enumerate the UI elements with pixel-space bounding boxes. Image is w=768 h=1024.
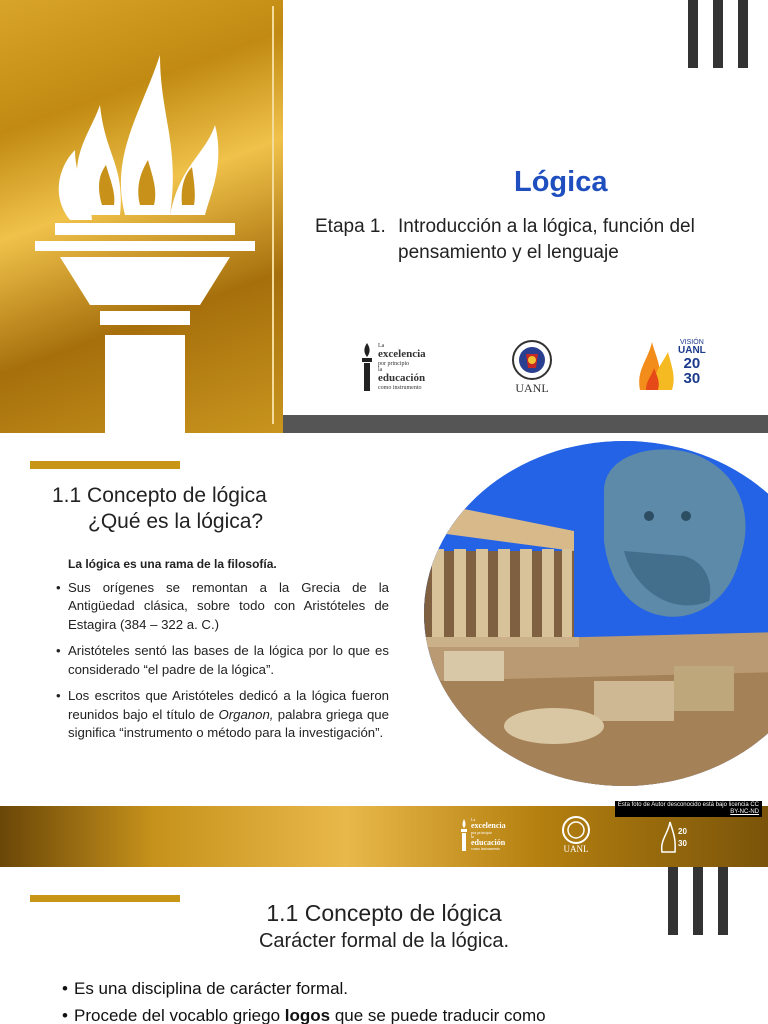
logo-line: la <box>378 367 383 374</box>
bullet-list <box>62 975 546 1024</box>
slide-title: Lógica <box>514 166 608 198</box>
gold-torch-panel <box>0 0 283 433</box>
slide-heading: 1.1 Concepto de lógica <box>266 900 502 926</box>
stage-label: Etapa 1. <box>315 216 386 237</box>
bullet-text: Los escritos que Aristóteles dedicó a la lógica fueron reunidos bajo el título de <box>68 688 389 722</box>
excelencia-logo <box>360 343 426 391</box>
stage-text: Introducción a la lógica, función del pensamiento y el lenguaje <box>398 216 695 263</box>
gold-accent-bar <box>30 461 180 469</box>
photo-illustration <box>424 441 768 786</box>
slide-heading <box>52 483 267 536</box>
vision-year-top: 20 <box>683 354 701 372</box>
vision-label: VISIÓN <box>680 338 704 346</box>
bullet-text: Procede del vocablo griego <box>74 1006 285 1024</box>
flame-icon <box>660 818 700 854</box>
footer-uanl-logo <box>562 816 590 854</box>
svg-text:20: 20 <box>678 827 687 836</box>
decor-stripe <box>688 0 698 68</box>
concept-slide <box>0 433 768 867</box>
bullet-item: • Sus orígenes se remontan a la Grecia de la Antigüedad clásica, sobre todo con Aristóteles de Estagira (384 – 322 a. C.) <box>56 579 389 634</box>
footer-vision-logo <box>660 818 700 854</box>
logos-term: logos <box>284 1006 331 1024</box>
uanl-text: UANL <box>515 381 549 395</box>
svg-text:30: 30 <box>678 839 687 848</box>
uanl-logo <box>512 340 552 395</box>
logo-line: educación <box>378 372 426 385</box>
heading-question: ¿Qué es la lógica? <box>88 510 264 534</box>
vision-text <box>678 339 706 386</box>
formal-character-slide <box>0 867 768 1024</box>
slide-subheading: Carácter formal de la lógica. <box>258 930 510 952</box>
logo-line: excelencia <box>471 821 506 831</box>
footer-bar <box>283 415 768 433</box>
logo-line: La <box>378 343 385 349</box>
uanl-seal-icon <box>562 816 590 844</box>
flame-icon <box>638 334 676 390</box>
heading-line: 1.1 Concepto de lógica <box>52 484 267 507</box>
title-slide <box>0 0 768 433</box>
organon-term: Organon, <box>218 706 274 722</box>
small-torch-icon <box>360 343 374 391</box>
logo-line: excelencia <box>378 348 426 361</box>
vision-2030-logo <box>638 334 706 390</box>
parthenon-aristotle-image <box>424 441 768 786</box>
logo-line: La <box>471 817 476 822</box>
photo-credit[interactable] <box>615 801 762 817</box>
decor-stripe <box>738 0 748 68</box>
uanl-seal-icon <box>512 340 552 380</box>
decor-stripe <box>713 0 723 68</box>
logo-line: la <box>471 833 474 839</box>
vision-year-bottom: 30 <box>683 369 701 387</box>
bullet-text: que se puede traducir como <box>330 1006 546 1024</box>
bullet-item: • Es una disciplina de carácter formal. <box>62 975 546 1002</box>
bullet-list <box>56 579 389 751</box>
logo-line: como instrumento <box>378 384 422 391</box>
torch-icon <box>30 45 260 433</box>
footer-excelencia-logo <box>460 818 506 852</box>
logo-line: educación <box>471 837 506 847</box>
intro-statement: La lógica es una rama de la filosofía. <box>68 557 277 571</box>
vision-uanl: UANL <box>678 344 706 356</box>
bullet-item <box>62 1002 546 1024</box>
small-torch-icon <box>460 819 468 851</box>
license-link[interactable]: BY-NC-ND <box>730 809 759 816</box>
logo-line: por principio <box>378 360 410 367</box>
bullet-item: • Aristóteles sentó las bases de la lógica por lo que es considerado “el padre de la lógica”. <box>56 642 389 679</box>
credit-text: Esta foto de Autor desconocido está bajo licencia CC <box>617 802 759 808</box>
uanl-text: UANL <box>563 844 589 854</box>
logo-line: por principio <box>471 829 492 835</box>
logo-line: como instrumento <box>471 846 500 852</box>
bullet-text: palabra griega que significa “instrumento o método para la investigación”. <box>68 706 389 741</box>
bullet-item <box>56 687 389 742</box>
